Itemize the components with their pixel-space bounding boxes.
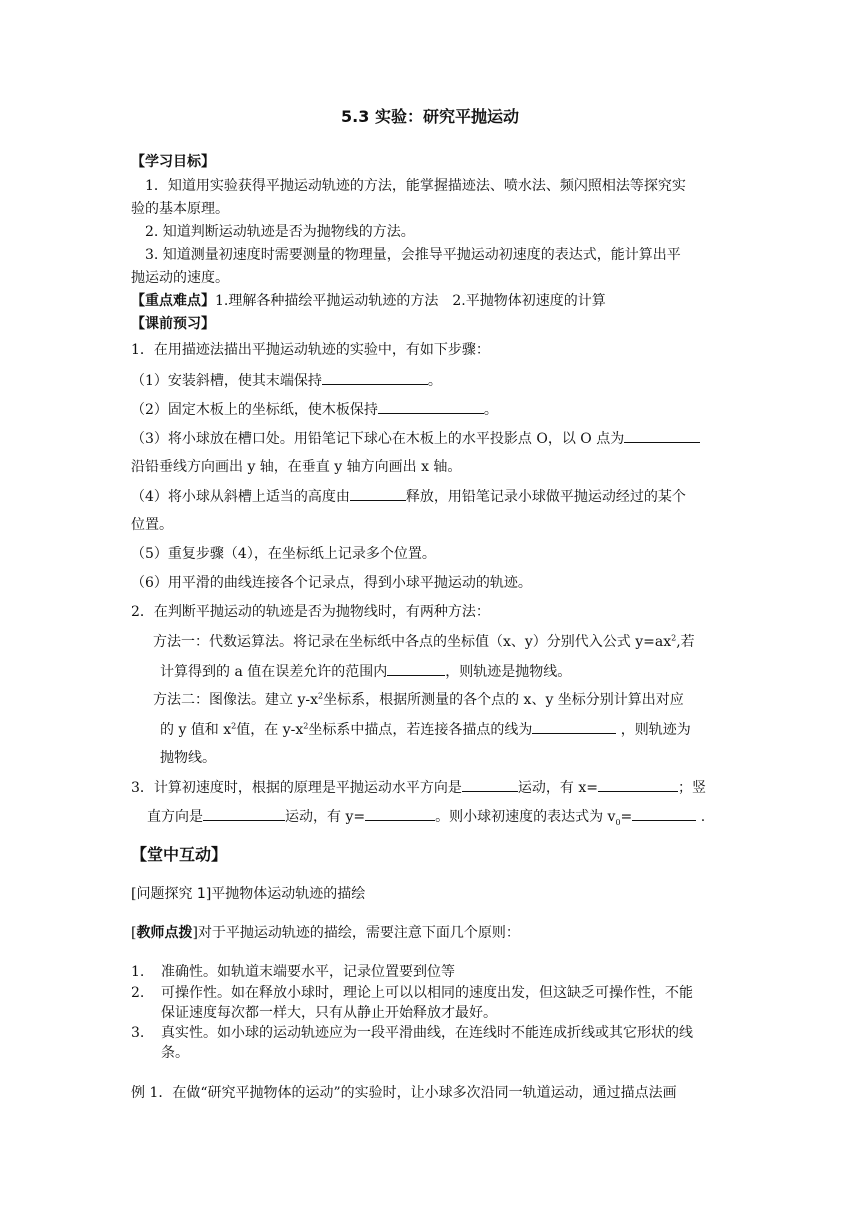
principle-3-line-2: 条。 [161, 1045, 189, 1061]
y-formula-blank[interactable] [365, 806, 435, 821]
method-2-line-1 [153, 690, 684, 710]
step-1-end: 。 [427, 373, 442, 389]
method-1-line-2-text: 计算得到的 a 值在误差允许的范围内 [160, 664, 388, 680]
preview-question-3-line-2 [145, 806, 705, 827]
problem-explore-1: [问题探究 1]平抛物体运动轨迹的描绘 [131, 886, 366, 902]
preview-question-3-line-1 [131, 777, 706, 798]
principle-3-number: 3. [131, 1025, 145, 1041]
question-3-line-2-end: . [700, 809, 706, 825]
step-4-text-2: 释放，用铅笔记录小球做平抛运动经过的某个 [405, 489, 686, 505]
question-3-text-3: ；竖 [677, 780, 706, 796]
method-2-line-2 [160, 719, 691, 740]
preview-question-1: 1．在用描迹法描出平抛运动轨迹的实验中，有如下步骤： [131, 342, 490, 358]
question-3-line-2-text-4: = [620, 809, 633, 825]
method-1-line-2-end: ，则轨迹是抛物线。 [445, 664, 572, 680]
objective-1-line-2: 验的基本原理。 [131, 201, 229, 217]
key-points-text: 1.理解各种描绘平抛运动轨迹的方法 2.平抛物体初速度的计算 [215, 293, 606, 309]
method-1-text: 方法一：代数运算法。将记录在坐标纸中各点的坐标值（x、y）分别代入公式 y=ax [153, 634, 672, 650]
method-2-line-2-text-3: 坐标系中描点，若连接各描点的线为 [308, 722, 533, 738]
principle-2-text: 可操作性。如在释放小球时，理论上可以以相同的速度出发，但这缺乏可操作性，不能 [161, 985, 693, 1001]
principle-2-line-2: 保证速度每次都一样大，只有从静止开始释放才最好。 [161, 1005, 497, 1021]
key-points-heading: 【重点难点】 [131, 293, 215, 309]
method-1-exponent: 2 [671, 633, 677, 643]
step-2-blank[interactable] [378, 399, 484, 414]
principle-1 [131, 962, 455, 982]
method-2-line-2-end: ，则轨迹为 [620, 722, 691, 738]
classroom-heading: 【堂中互动】 [131, 845, 228, 864]
v0-formula-blank[interactable] [632, 806, 696, 821]
key-points [131, 291, 606, 311]
teacher-tip: [教师点拨]对于平抛运动轨迹的描绘，需要注意下面几个原则： [131, 925, 520, 941]
step-3-line-1 [131, 428, 700, 449]
step-2-text: （2）固定木板上的坐标纸，使木板保持 [131, 402, 378, 418]
vertical-motion-blank[interactable] [203, 806, 285, 821]
x-formula-blank[interactable] [598, 777, 678, 792]
objectives-heading: 【学习目标】 [131, 154, 215, 170]
question-3-line-2-text-3: 。则小球初速度的表达式为 v [435, 809, 616, 825]
step-6: （6）用平滑的曲线连接各个记录点，得到小球平抛运动的轨迹。 [131, 575, 532, 591]
method-1-line-2 [160, 661, 571, 682]
principle-2-number: 2. [131, 985, 145, 1001]
method-2-blank[interactable] [532, 719, 616, 734]
problem-text: 平抛物体运动轨迹的描绘 [211, 886, 366, 902]
method-1-line-1 [153, 632, 695, 652]
method-2-line-2-text-2: 值，在 y-x [236, 722, 304, 738]
method-1-text-2: ,若 [676, 634, 695, 650]
step-1-text: （1）安装斜槽，使其末端保持 [131, 373, 322, 389]
method-2-text: 方法二：图像法。建立 y-x [153, 692, 318, 708]
question-3-text: 3．计算初速度时，根据的原理是平抛运动水平方向是 [131, 780, 462, 796]
step-1-blank[interactable] [322, 370, 428, 385]
v0-subscript: 0 [615, 817, 621, 827]
step-3-text: （3）将小球放在槽口处。用铅笔记下球心在木板上的水平投影点 O，以 O 点为 [131, 431, 625, 447]
step-4-line-1 [131, 486, 686, 507]
method-2-line-3: 抛物线。 [160, 750, 216, 766]
problem-label: 问题探究 1 [136, 886, 206, 902]
step-3-line-2: 沿铅垂线方向画出 y 轴，在垂直 y 轴方向画出 x 轴。 [131, 459, 462, 475]
question-3-text-2: 运动，有 x= [517, 780, 598, 796]
objective-3-line-2: 抛运动的速度。 [131, 270, 229, 286]
horizontal-motion-blank[interactable] [462, 777, 518, 792]
method-2-exponent-2: 2 [231, 721, 237, 731]
question-3-line-2-text-2: 运动，有 y= [285, 809, 366, 825]
page-title: 5.3 实验：研究平抛运动 [341, 107, 519, 126]
step-2-end: 。 [483, 402, 498, 418]
teacher-text: 对于平抛运动轨迹的描绘，需要注意下面几个原则： [197, 925, 520, 941]
example-1: 例 1．在做“研究平抛物体的运动”的实验时，让小球多次沿同一轨道运动，通过描点法画 [131, 1085, 677, 1101]
step-5: （5）重复步骤（4），在坐标纸上记录多个位置。 [131, 546, 436, 562]
objective-1-line-1: 1．知道用实验获得平抛运动轨迹的方法，能掌握描迹法、喷水法、频闪照相法等探究实 [145, 178, 686, 194]
principle-1-text: 准确性。如轨道末端要水平，记录位置要到位等 [161, 964, 455, 980]
method-1-blank[interactable] [387, 661, 445, 676]
principle-1-number: 1. [131, 964, 145, 980]
method-2-exponent-3: 2 [303, 721, 309, 731]
objective-2: 2. 知道判断运动轨迹是否为抛物线的方法。 [145, 224, 415, 240]
step-4-line-2: 位置。 [131, 517, 173, 533]
principle-2-line-1 [131, 983, 693, 1003]
step-1 [131, 370, 442, 391]
principle-3-text: 真实性。如小球的运动轨迹应为一段平滑曲线，在连线时不能连成折线或其它形状的线 [161, 1025, 693, 1041]
method-2-text-2: 坐标系，根据所测量的各个点的 x、y 坐标分别计算出对应 [323, 692, 684, 708]
principle-3-line-1 [131, 1023, 693, 1043]
objective-3-line-1: 3. 知道测量初速度时需要测量的物理量，会推导平抛运动初速度的表达式，能计算出平 [145, 247, 681, 263]
step-2 [131, 399, 498, 420]
question-3-line-2-text: 直方向是 [147, 809, 203, 825]
teacher-label: 教师点拨 [136, 925, 193, 941]
preview-question-2: 2．在判断平抛运动的轨迹是否为抛物线时，有两种方法： [131, 604, 490, 620]
step-4-text: （4）将小球从斜槽上适当的高度由 [131, 489, 350, 505]
preview-heading: 【课前预习】 [131, 316, 215, 332]
method-2-exponent: 2 [318, 691, 324, 701]
method-2-line-2-text: 的 y 值和 x [160, 722, 232, 738]
step-3-blank[interactable] [624, 428, 700, 443]
step-4-blank[interactable] [350, 486, 406, 501]
